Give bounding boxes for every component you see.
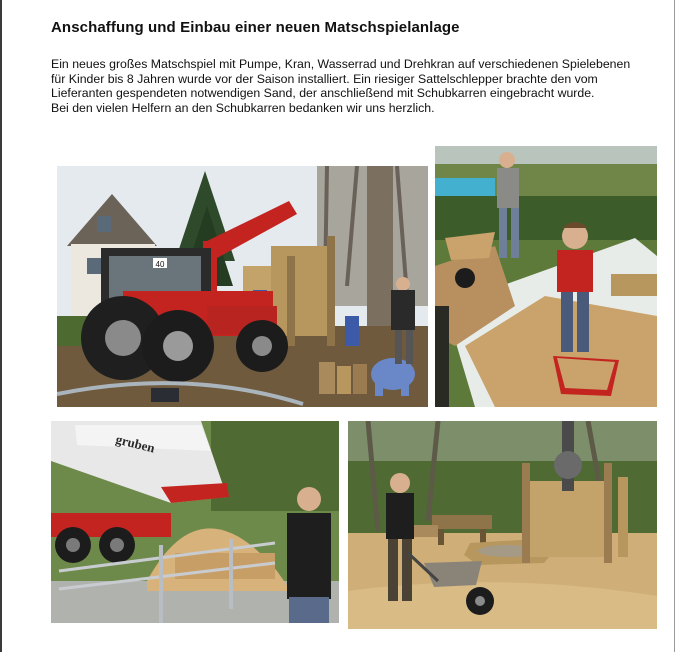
paragraph-line-2: für Kinder bis 8 Jahren wurde vor der Saison installiert. Ein riesiger Sattelschlepper brachte den vom — [51, 71, 598, 86]
truck-photo-illustration — [51, 421, 339, 623]
play-area-photo-illustration — [348, 421, 657, 629]
photo-tractor-installing-play-structure — [57, 166, 428, 407]
intro-paragraph — [51, 57, 661, 115]
photo-truck-delivering-sand — [51, 421, 339, 623]
tractor-number-plate: 40 — [155, 260, 165, 269]
page-border-left — [0, 0, 2, 652]
tractor-photo-illustration — [57, 166, 428, 407]
wheelbarrow-photo-illustration — [435, 146, 657, 407]
page-border-right — [674, 0, 675, 652]
paragraph-line-1: Ein neues großes Matschspiel mit Pumpe, Kran, Wasserrad und Drehkran auf verschiedenen Spielebenen — [51, 57, 631, 71]
page-title: Anschaffung und Einbau einer neuen Matschspielanlage — [51, 19, 460, 36]
paragraph-line-4: Bei den vielen Helfern an den Schubkarren bedanken wir uns herzlich. — [51, 100, 435, 115]
paragraph-line-3: Lieferanten gespendeten notwendigen Sand, der anschließend mit Schubkarren eingebracht wurde. — [51, 86, 595, 101]
photo-boy-with-wheelbarrow — [435, 146, 657, 407]
photo-finished-mud-play-area — [348, 421, 657, 629]
truck-lettering: gruben — [114, 431, 157, 456]
